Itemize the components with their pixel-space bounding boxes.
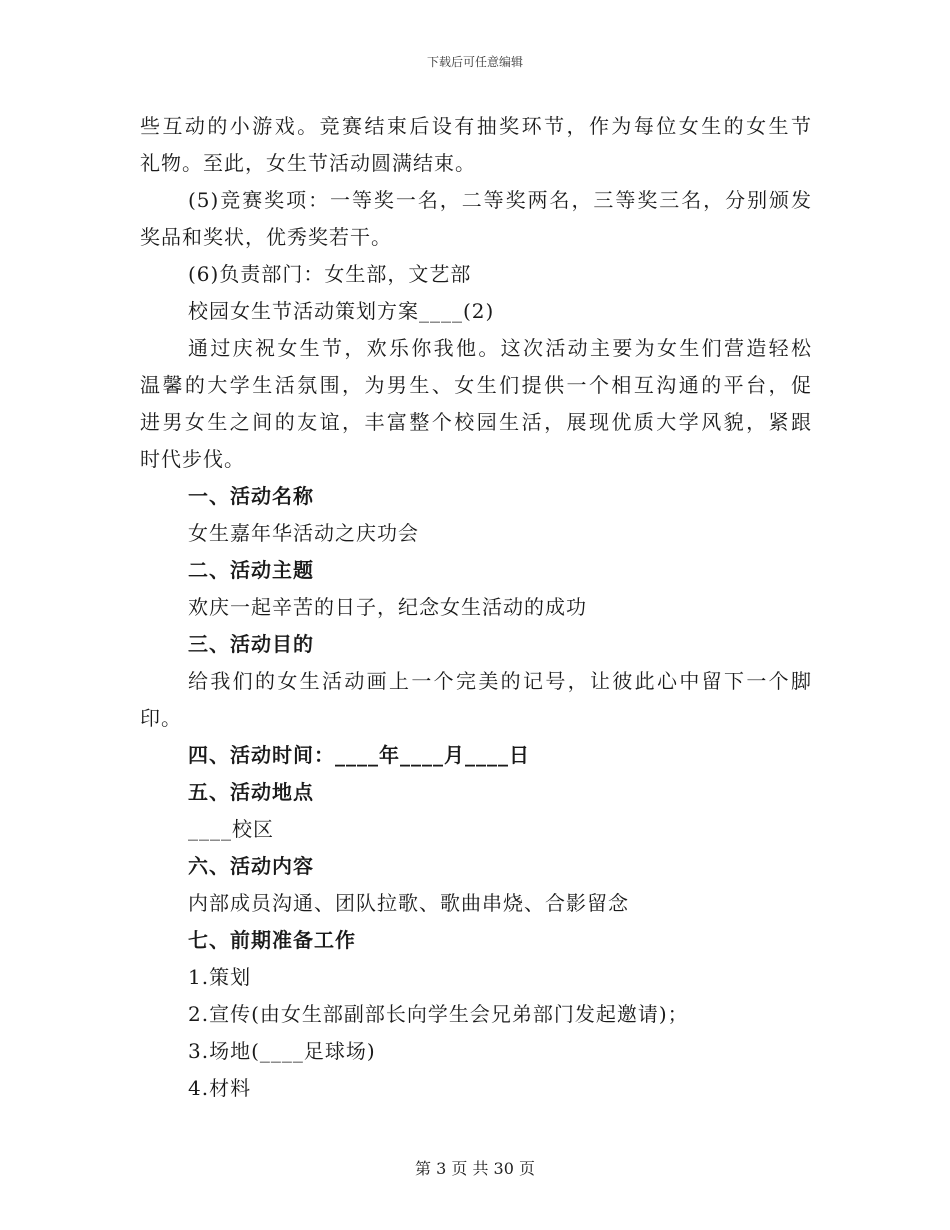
text-line: 给我们的女生活动画上一个完美的记号，让彼此心中留下一个脚 bbox=[188, 669, 812, 693]
text-line: 2.宣传(由女生部副部长向学生会兄弟部门发起邀请)； bbox=[188, 1002, 689, 1026]
text-line: 女生嘉年华活动之庆功会 bbox=[188, 521, 419, 545]
text-line: 印。 bbox=[140, 706, 182, 730]
text-line: (6)负责部门：女生部，文艺部 bbox=[188, 262, 472, 286]
text-line: 礼物。至此，女生节活动圆满结束。 bbox=[140, 151, 476, 175]
text-line: ____校区 bbox=[188, 817, 274, 841]
text-line: 4.材料 bbox=[188, 1076, 252, 1100]
section-heading: 一、活动名称 bbox=[188, 484, 314, 508]
text-line: 1.策划 bbox=[188, 965, 252, 989]
text-line: 3.场地(____足球场) bbox=[188, 1039, 376, 1063]
text-line: 进男女生之间的友谊，丰富整个校园生活，展现优质大学风貌，紧跟 bbox=[140, 410, 812, 434]
section-heading: 四、活动时间：____年____月____日 bbox=[188, 743, 530, 767]
text-line: 温馨的大学生活氛围，为男生、女生们提供一个相互沟通的平台，促 bbox=[140, 373, 812, 397]
section-heading: 二、活动主题 bbox=[188, 558, 314, 582]
document-body bbox=[140, 108, 812, 1107]
section-heading: 七、前期准备工作 bbox=[188, 928, 356, 952]
text-line: (5)竞赛奖项：一等奖一名，二等奖两名，三等奖三名，分别颁发 bbox=[188, 188, 812, 212]
text-line: 通过庆祝女生节，欢乐你我他。这次活动主要为女生们营造轻松 bbox=[188, 336, 812, 360]
page-header-note: 下载后可任意编辑 bbox=[426, 55, 523, 69]
text-line: 欢庆一起辛苦的日子，纪念女生活动的成功 bbox=[188, 595, 587, 619]
text-line: 些互动的小游戏。竞赛结束后设有抽奖环节，作为每位女生的女生节 bbox=[140, 114, 812, 138]
text-line: 时代步伐。 bbox=[140, 447, 245, 471]
section-heading: 五、活动地点 bbox=[188, 780, 314, 804]
text-line: 内部成员沟通、团队拉歌、歌曲串烧、合影留念 bbox=[188, 891, 629, 915]
text-line: 校园女生节活动策划方案____(2) bbox=[188, 299, 495, 323]
text-line: 奖品和奖状，优秀奖若干。 bbox=[140, 225, 392, 249]
page-number-footer: 第 3 页 共 30 页 bbox=[415, 1159, 535, 1178]
section-heading: 六、活动内容 bbox=[188, 854, 314, 878]
section-heading: 三、活动目的 bbox=[188, 632, 314, 656]
